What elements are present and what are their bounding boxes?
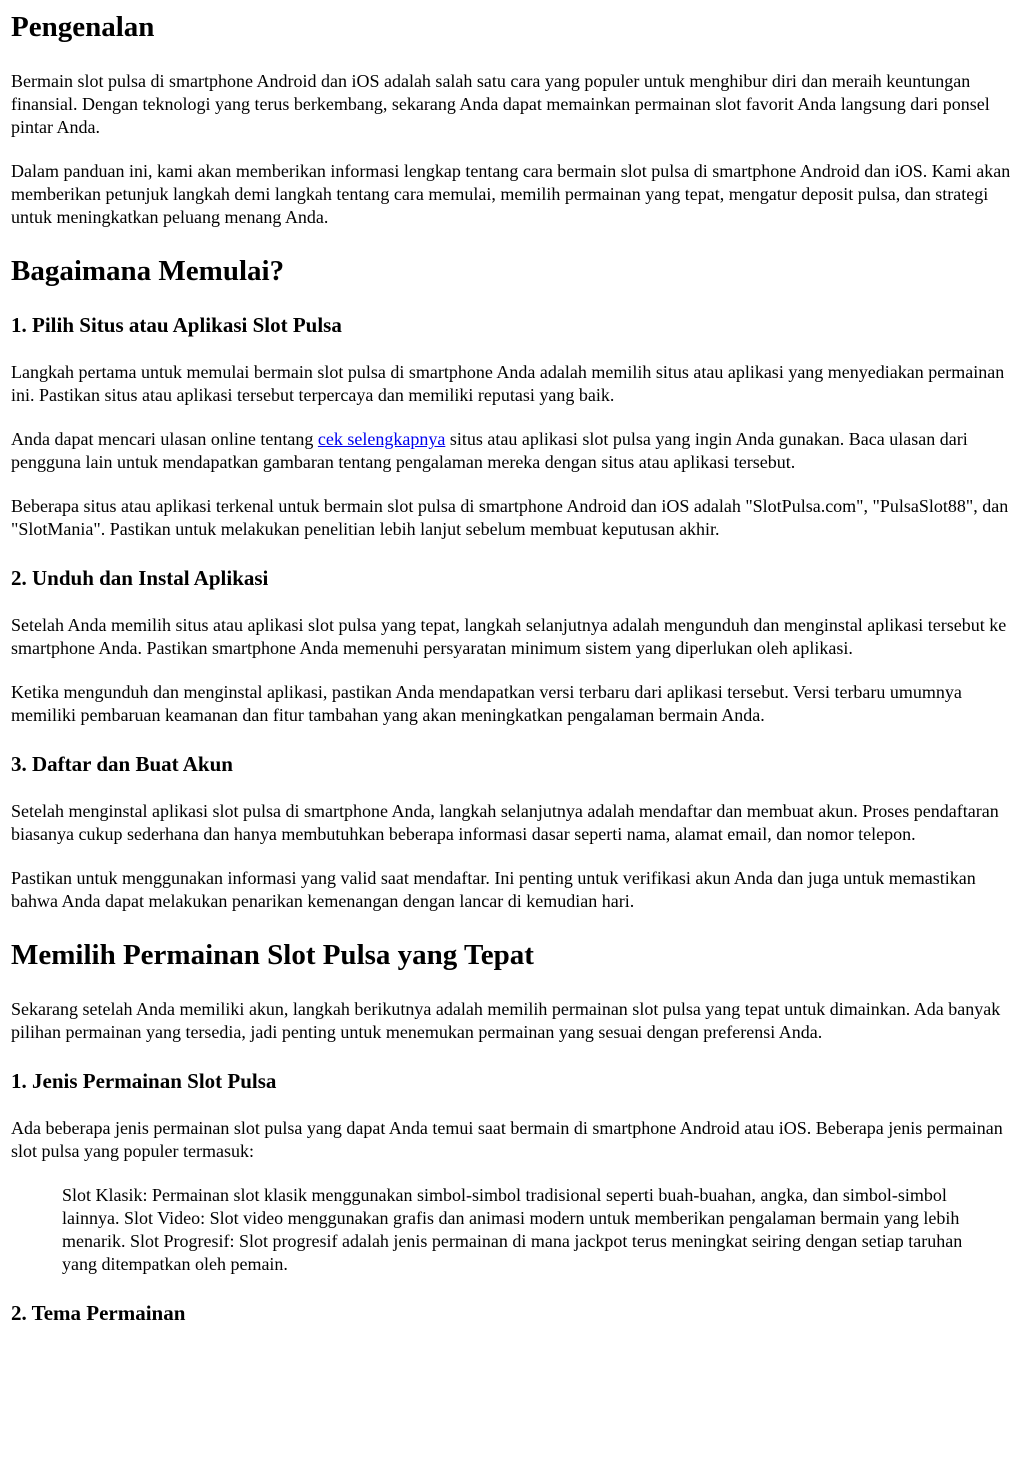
heading-step-3: 3. Daftar dan Buat Akun <box>11 752 233 776</box>
article <box>0 10 1024 1326</box>
step1-paragraph-3: Beberapa situs atau aplikasi terkenal untuk bermain slot pulsa di smartphone Android dan iOS adalah "SlotPulsa.com", "PulsaSlot88", dan "SlotMania". Pastikan untuk melakukan penelitian lebih lanjut sebelum membuat keputusan akhir. <box>11 496 1009 539</box>
step3-paragraph-2: Pastikan untuk menggunakan informasi yang valid saat mendaftar. Ini penting untuk verifikasi akun Anda dan juga untuk memastikan bahwa Anda dapat melakukan penarikan kemenangan dengan lancar di kemudian hari. <box>11 868 976 911</box>
heading-bagaimana-memulai: Bagaimana Memulai? <box>11 255 285 287</box>
cek-selengkapnya-link[interactable]: cek selengkapnya <box>317 429 446 449</box>
step3-paragraph-1: Setelah menginstal aplikasi slot pulsa di smartphone Anda, langkah selanjutnya adalah mendaftar dan membuat akun. Proses pendaftaran biasanya cukup sederhana dan hanya membutuhkan beberapa informasi dasar seperti nama, alamat email, dan nomor telepon. <box>11 801 999 844</box>
jenis-blockquote: Slot Klasik: Permainan slot klasik menggunakan simbol-simbol tradisional seperti buah-buahan, angka, dan simbol-simbol lainnya. Slot Video: Slot video menggunakan grafis dan animasi modern untuk memberikan pengalaman bermain yang lebih menarik. Slot Progresif: Slot progresif adalah jenis permainan di mana jackpot terus meningkat seiring dengan setiap taruhan yang ditempatkan oleh pemain. <box>62 1185 963 1274</box>
step1-paragraph-2-before: Anda dapat mencari ulasan online tentang <box>11 429 318 449</box>
step1-paragraph-2 <box>11 428 1013 474</box>
heading-step-1: 1. Pilih Situs atau Aplikasi Slot Pulsa <box>11 313 342 337</box>
intro-paragraph-2: Dalam panduan ini, kami akan memberikan informasi lengkap tentang cara bermain slot pulsa di smartphone Android dan iOS. Kami akan memberikan petunjuk langkah demi langkah tentang cara memulai, memilih permainan yang tepat, mengatur deposit pulsa, dan strategi untuk meningkatkan peluang menang Anda. <box>11 161 1011 227</box>
jenis-paragraph-1: Ada beberapa jenis permainan slot pulsa yang dapat Anda temui saat bermain di smartphone Android atau iOS. Beberapa jenis permainan slot pulsa yang populer termasuk: <box>11 1118 1003 1161</box>
heading-tema-permainan: 2. Tema Permainan <box>11 1301 186 1325</box>
intro-paragraph-1: Bermain slot pulsa di smartphone Android dan iOS adalah salah satu cara yang populer untuk menghibur diri dan meraih keuntungan finansial. Dengan teknologi yang terus berkembang, sekarang Anda dapat memainkan permainan slot favorit Anda langsung dari ponsel pintar Anda. <box>11 71 990 137</box>
heading-jenis-permainan: 1. Jenis Permainan Slot Pulsa <box>11 1069 277 1093</box>
step1-paragraph-1: Langkah pertama untuk memulai bermain slot pulsa di smartphone Anda adalah memilih situs atau aplikasi yang menyediakan permainan ini. Pastikan situs atau aplikasi tersebut terpercaya dan memiliki reputasi yang baik. <box>11 362 1005 405</box>
step1-paragraph-2-after: situs atau aplikasi slot pulsa yang ingin Anda gunakan. Baca ulasan dari pengguna lain untuk mendapatkan gambaran tentang pengalaman mereka dengan situs atau aplikasi tersebut. <box>11 429 968 472</box>
step2-paragraph-2: Ketika mengunduh dan menginstal aplikasi, pastikan Anda mendapatkan versi terbaru dari aplikasi tersebut. Versi terbaru umumnya memiliki pembaruan keamanan dan fitur tambahan yang akan meningkatkan pengalaman bermain Anda. <box>11 682 962 725</box>
heading-memilih-permainan: Memilih Permainan Slot Pulsa yang Tepat <box>11 939 534 971</box>
step2-paragraph-1: Setelah Anda memilih situs atau aplikasi slot pulsa yang tepat, langkah selanjutnya adalah mengunduh dan menginstal aplikasi tersebut ke smartphone Anda. Pastikan smartphone Anda memenuhi persyaratan minimum sistem yang diperlukan oleh aplikasi. <box>11 615 1007 658</box>
choose-paragraph-1: Sekarang setelah Anda memiliki akun, langkah berikutnya adalah memilih permainan slot pulsa yang tepat untuk dimainkan. Ada banyak pilihan permainan yang tersedia, jadi penting untuk menemukan permainan yang sesuai dengan preferensi Anda. <box>11 999 1001 1042</box>
heading-step-2: 2. Unduh dan Instal Aplikasi <box>11 566 269 590</box>
heading-pengenalan: Pengenalan <box>11 11 155 43</box>
